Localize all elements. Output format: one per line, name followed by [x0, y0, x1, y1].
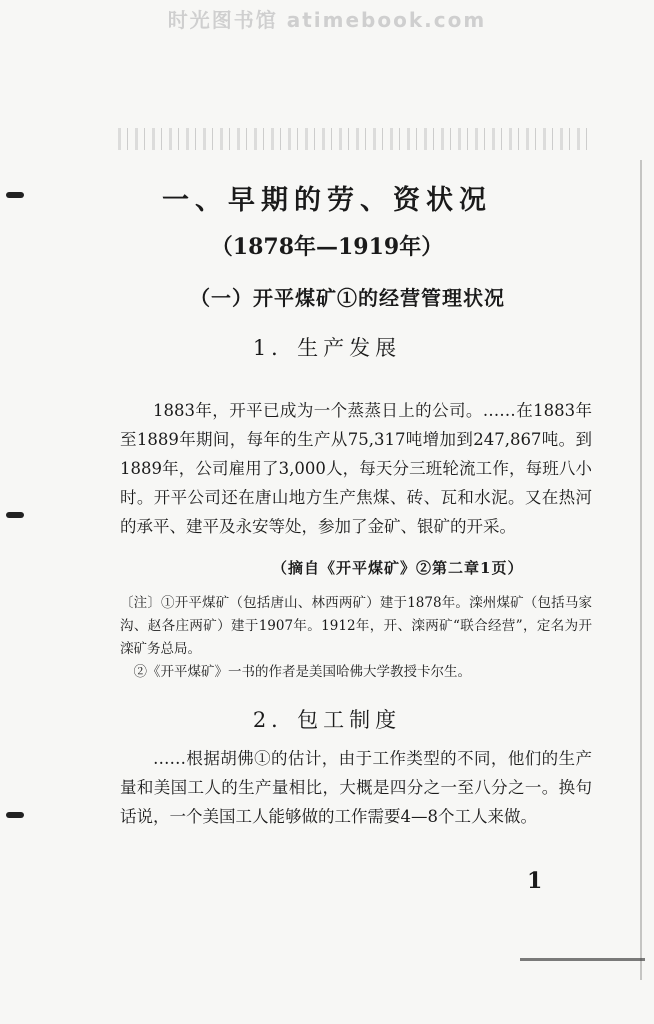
footnote-2: ②《开平煤矿》一书的作者是美国哈佛大学教授卡尔生。 [133, 664, 471, 680]
source-citation: （摘自《开平煤矿》②第二章1页） [272, 559, 524, 577]
paragraph-text: 1883年，开平已成为一个蒸蒸日上的公司。……在1883年至1889年期间，每年的生产从75,317吨增加到247,867吨。到1889年，公司雇用了3,000人，每天分三班轮流工作，每班八小时。开平公司还在唐山地方生产焦煤、砖、瓦和水泥。又在热河的承平、建平及永安等处，参加了金矿、银矿的开采。 [120, 401, 592, 536]
edge-mark [6, 812, 24, 818]
page-edge-shadow [640, 160, 642, 980]
paragraph-contract [120, 744, 592, 831]
footnotes [120, 592, 592, 684]
heading-production: 1．生产发展 [252, 336, 402, 360]
paragraph-production [120, 396, 592, 541]
edge-mark [6, 512, 24, 518]
page-subtitle: （1878年—1919年） [210, 234, 444, 260]
page-number: 1 [527, 868, 543, 894]
paragraph-text: ……根据胡佛①的估计，由于工作类型的不同，他们的生产量和美国工人的生产量相比，大概是四分之一至八分之一。换句话说，一个美国工人能够做的工作需要4—8个工人来做。 [120, 749, 592, 826]
page-title: 一、早期的劳、资状况 [162, 185, 492, 216]
section-heading: （一）开平煤矿①的经营管理状况 [190, 286, 505, 310]
scan-artifact [118, 128, 588, 150]
heading-contract-system: 2．包工制度 [252, 708, 402, 732]
scan-bottom-artifact [520, 958, 645, 961]
footnote-1: 〔注〕①开平煤矿（包括唐山、林西两矿）建于1878年。滦州煤矿（包括马家沟、赵各庄两矿）建于1907年。1912年，开、滦两矿“联合经营”，定名为开滦矿务总局。 [120, 595, 592, 657]
watermark: 时光图书馆 atimebook.com [167, 8, 487, 32]
